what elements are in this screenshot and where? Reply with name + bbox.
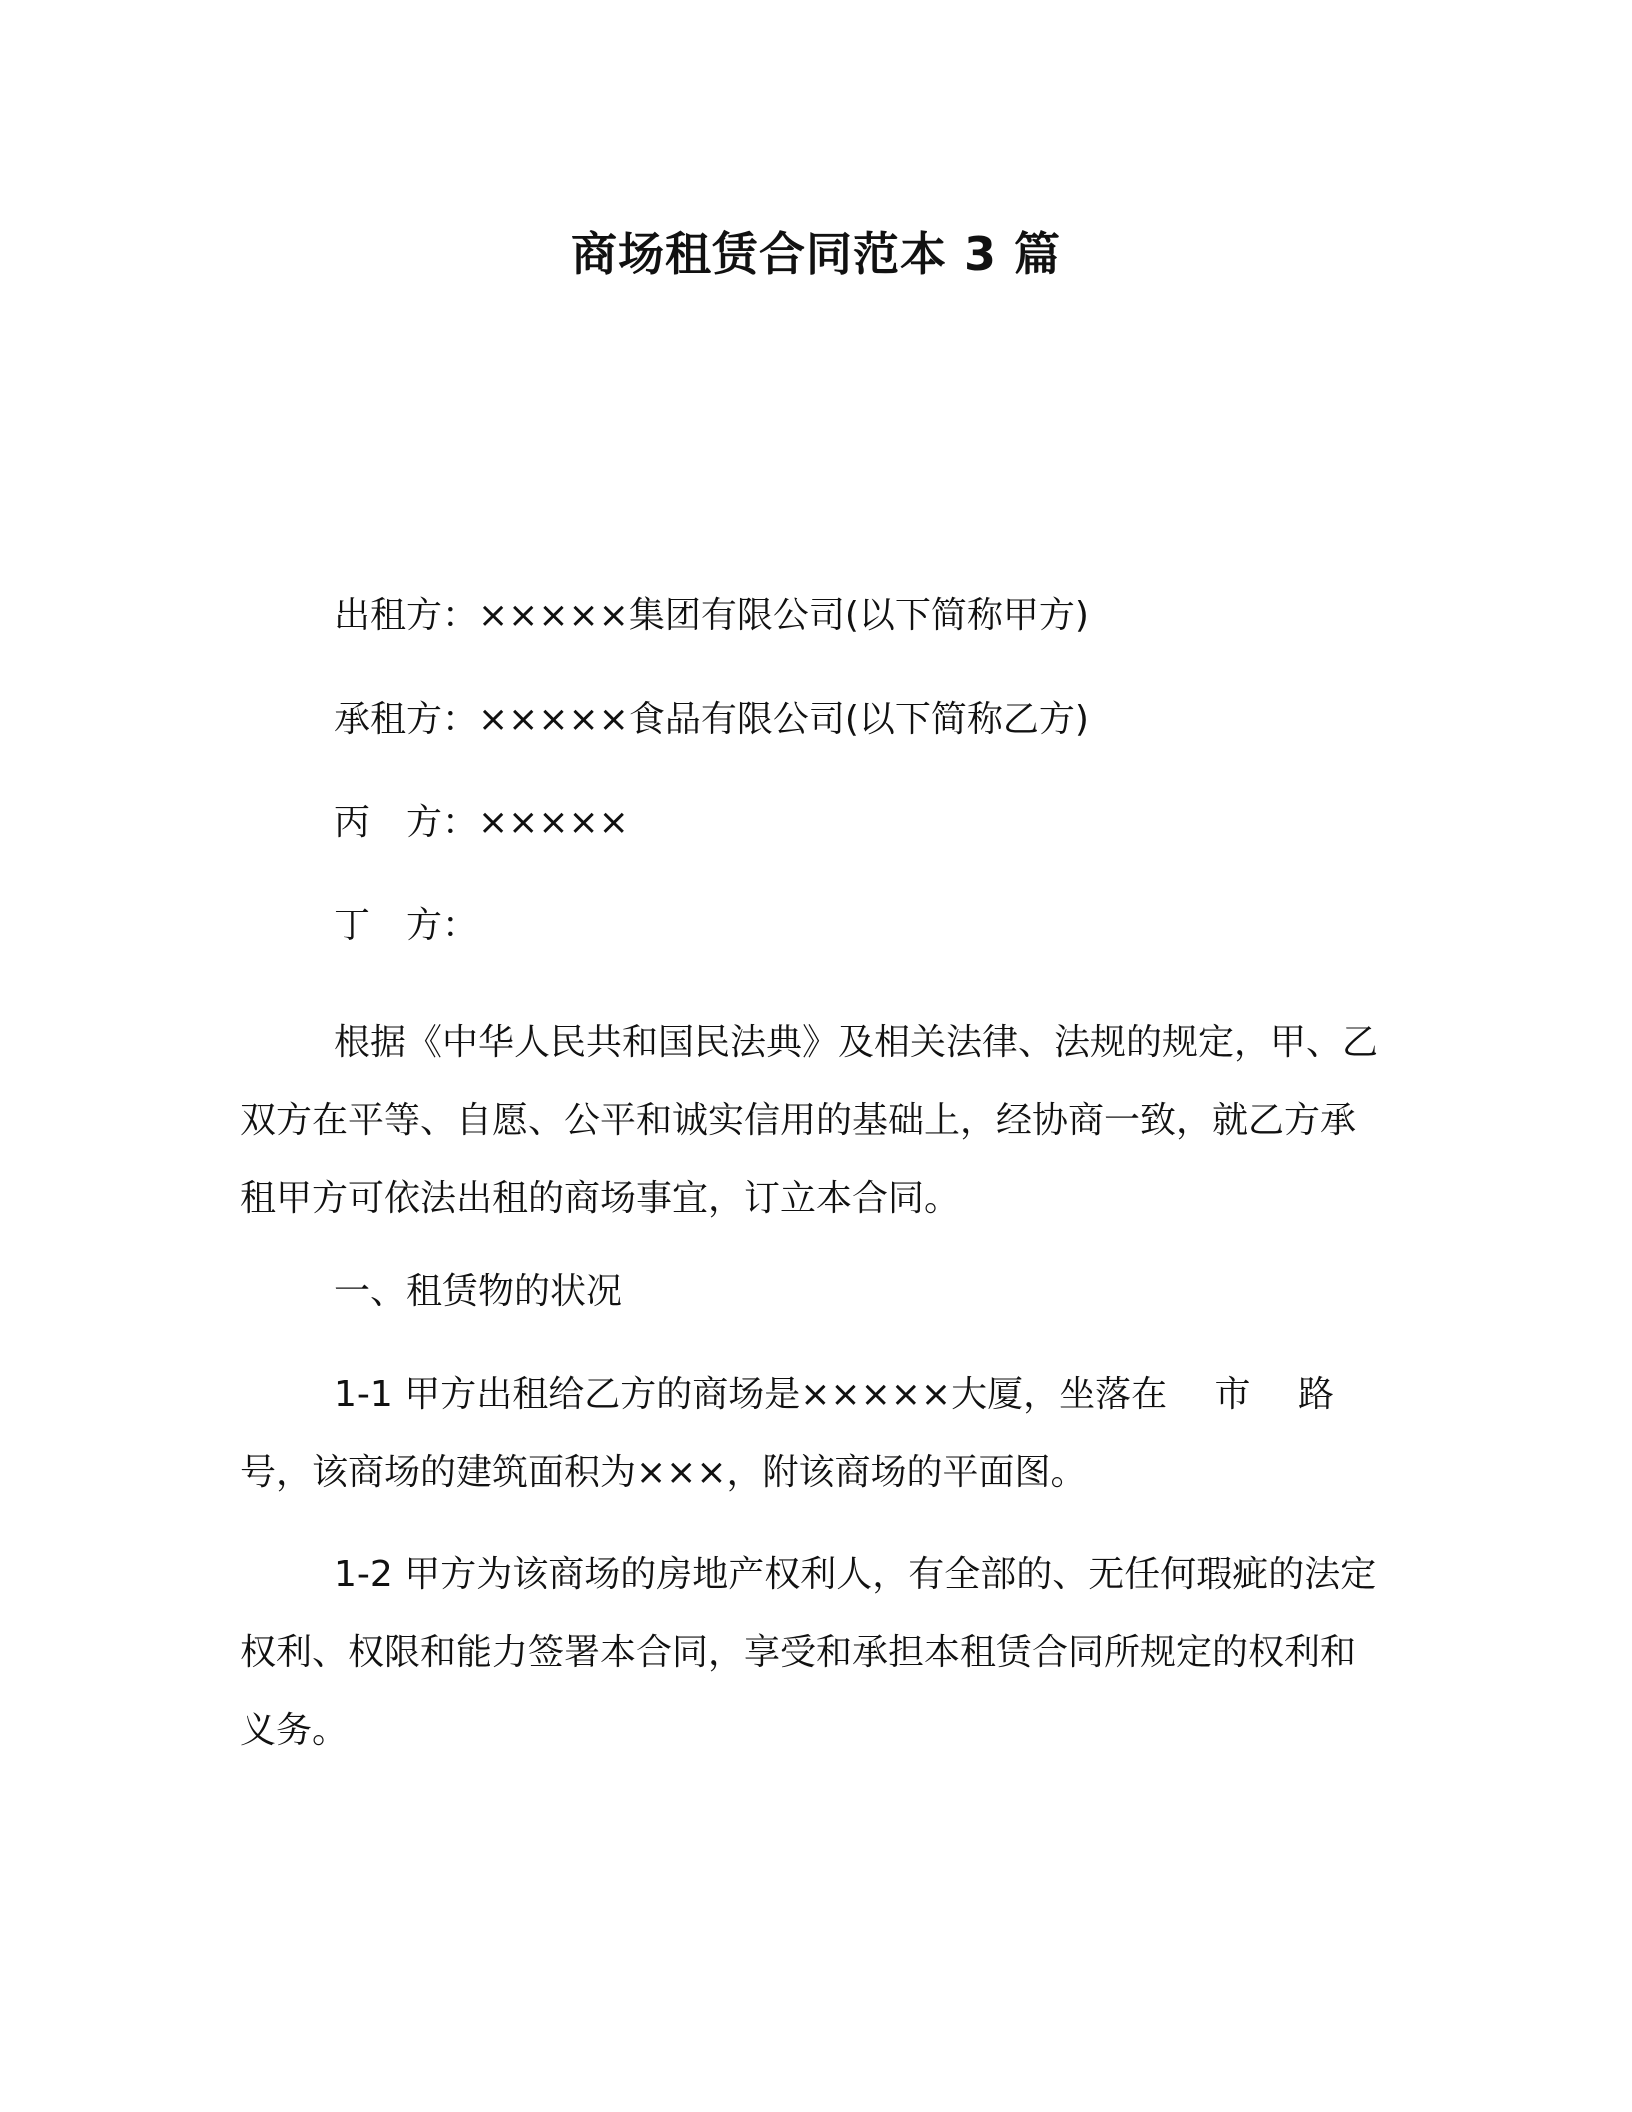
document-title: 商场租赁合同范本 3 篇 <box>570 227 1062 281</box>
party-c-value: ××××× <box>478 802 629 843</box>
clause-1-1: 1-1 甲方出租给乙方的商场是×××××大厦，坐落在 市 路 号，该商场的建筑面积为×××，附该商场的平面图。 <box>240 1374 1382 1493</box>
party-c-line <box>334 797 629 849</box>
section-1-heading: 一、租赁物的状况 <box>334 1271 623 1312</box>
party-c-label: 丙 方： <box>334 802 479 843</box>
clause-1-2: 1-2 甲方为该商场的房地产权利人，有全部的、无任何瑕疵的法定权利、权限和能力签署本合同，享受和承担本租赁合同所规定的权利和义务。 <box>240 1554 1377 1751</box>
lessee-line: 承租方：×××××食品有限公司(以下简称乙方) <box>334 699 1089 740</box>
party-d-line: 丁 方： <box>334 905 479 946</box>
lessor-line: 出租方：×××××集团有限公司(以下简称甲方) <box>334 595 1089 636</box>
preamble-paragraph: 根据《中华人民共和国民法典》及相关法律、法规的规定，甲、乙双方在平等、自愿、公平和诚实信用的基础上，经协商一致，就乙方承租甲方可依法出租的商场事宜，订立本合同。 <box>240 1022 1379 1219</box>
